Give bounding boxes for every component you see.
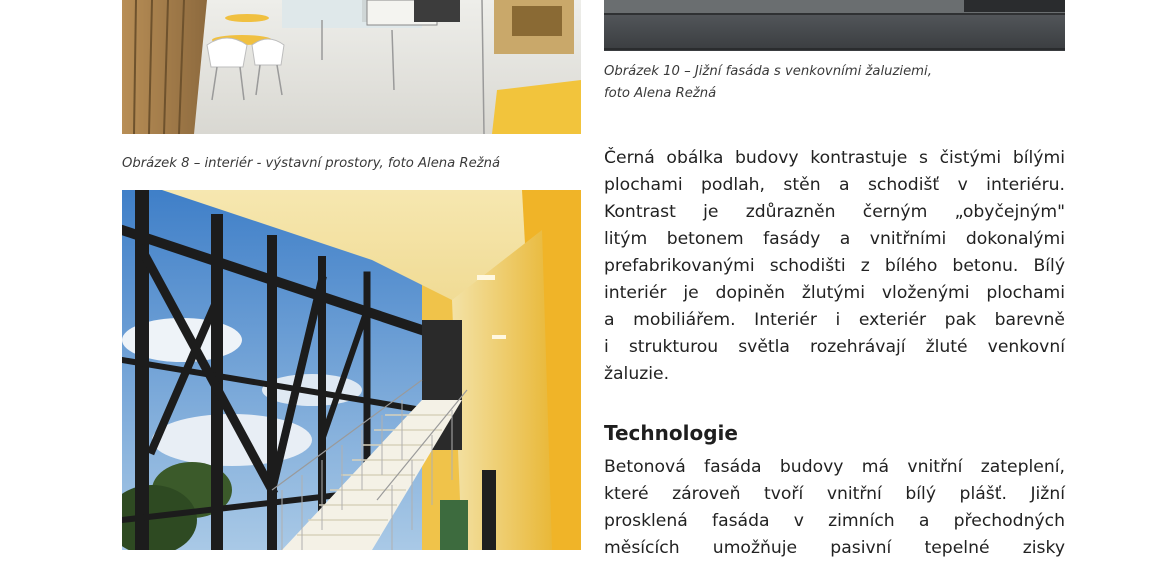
- paragraph-1-line: i strukturou světla rozehrávají žluté venkovní: [604, 337, 1065, 357]
- paragraph-1-line: Černá obálka budovy kontrastuje s čistými bílými: [604, 148, 1065, 168]
- figure-10-caption-line-2: foto Alena Režná: [604, 86, 717, 101]
- paragraph-2-line: prosklená fasáda v zimních a přechodných: [604, 511, 1065, 531]
- figure-10-caption: [604, 61, 1074, 105]
- paragraph-facade-contrast: [604, 145, 1065, 388]
- paragraph-1-line: prefabrikovanými schodišti z bílého betonu. Bílý: [604, 256, 1065, 276]
- paragraph-1-line: interiér je dopiněn žlutými vloženými plochami: [604, 283, 1065, 303]
- figure-8-caption: Obrázek 8 – interiér - výstavní prostory, foto Alena Režná: [122, 156, 501, 171]
- paragraph-2-line: měsících umožňuje pasivní tepelné zisky: [604, 538, 1065, 558]
- paragraph-2-line: které zároveň tvoří vnitřní bílý plášť. Jižní: [604, 484, 1065, 504]
- photo-south-facade-image: [604, 0, 1065, 51]
- paragraph-technology: [604, 454, 1065, 562]
- paragraph-2-line: Betonová fasáda budovy má vnitřní zateplení,: [604, 457, 1065, 477]
- section-heading-technologie: Technologie: [604, 421, 738, 445]
- photo-south-facade: [604, 0, 1065, 51]
- paragraph-1-line: Kontrast je zdůrazněn černým „obyčejným": [604, 202, 1065, 222]
- paragraph-1-line: litým betonem fasády a vnitřními dokonalými: [604, 229, 1065, 249]
- photo-interior-exhibition-image: [122, 0, 581, 134]
- paragraph-1-line: plochami podlah, stěn a schodišť v interiéru.: [604, 175, 1065, 195]
- photo-staircase-interior: [122, 190, 581, 550]
- photo-staircase-interior-image: [122, 190, 581, 550]
- photo-interior-exhibition: [122, 0, 581, 134]
- figure-10-caption-line-1: Obrázek 10 – Jižní fasáda s venkovními žaluziemi,: [604, 64, 932, 79]
- paragraph-1-line: žaluzie.: [604, 364, 670, 384]
- paragraph-1-line: a mobiliářem. Interiér i exteriér pak barevně: [604, 310, 1065, 330]
